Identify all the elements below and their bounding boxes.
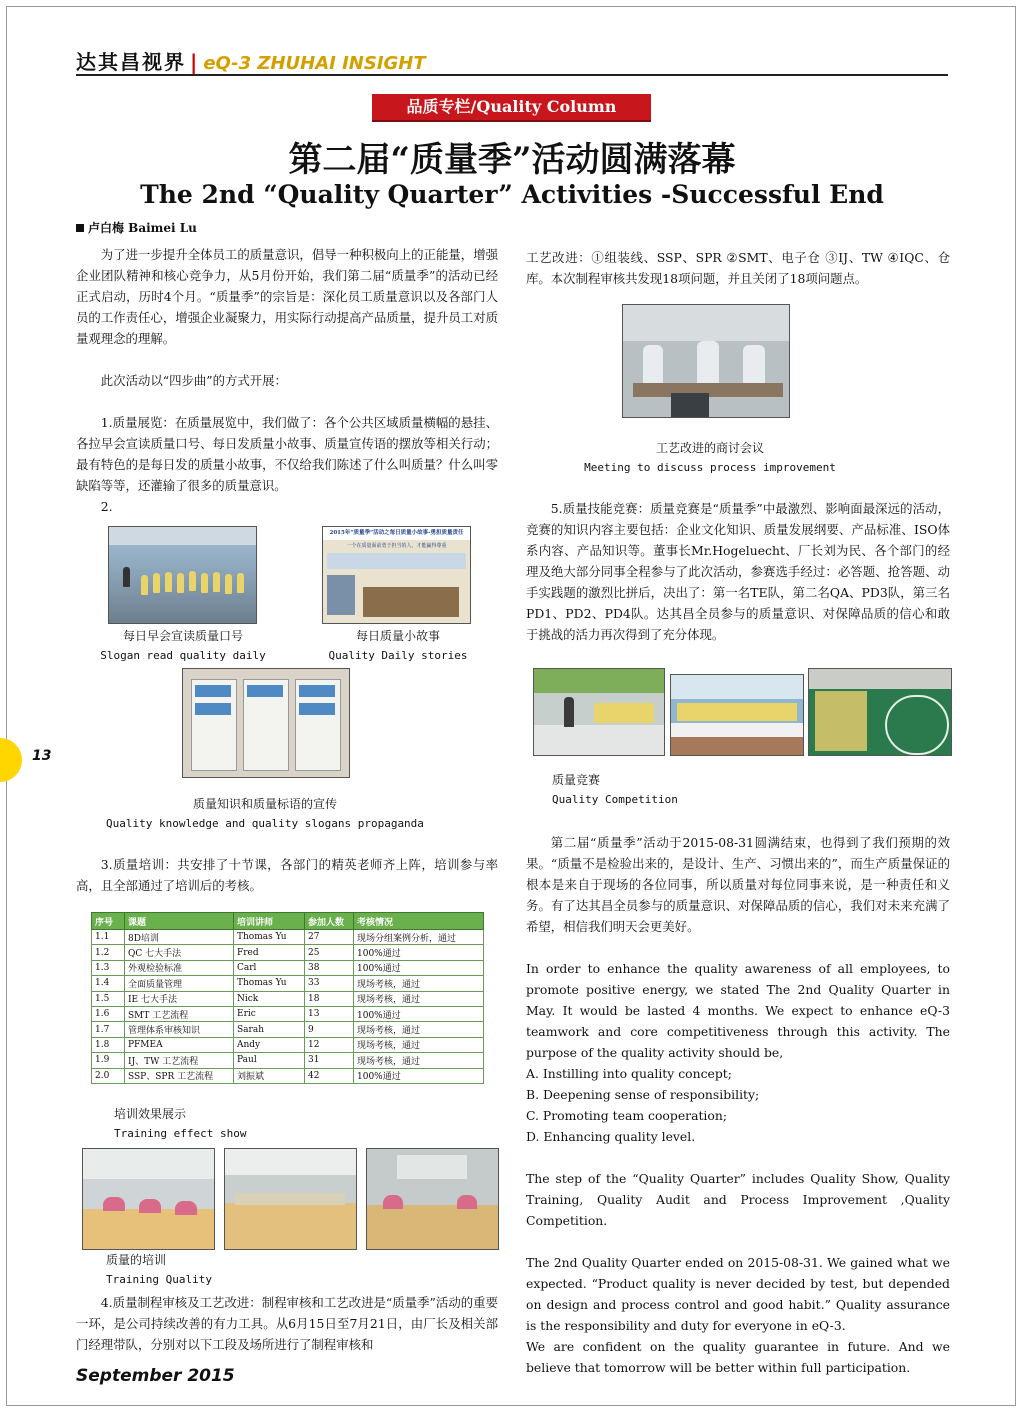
poster-title: 2015年“质量季”活动之每日质量小故事-勇担质量责任 bbox=[323, 527, 470, 540]
photo-training-3 bbox=[366, 1148, 499, 1250]
table-row bbox=[92, 991, 484, 1006]
table-cell: 外观检验标准 bbox=[125, 960, 234, 975]
footer-date: September 2015 bbox=[76, 1366, 235, 1386]
poster-subtitle: 一个在质量面前勇于担当的人，才能赢得尊重 bbox=[346, 543, 447, 549]
table-cell: 18 bbox=[305, 991, 354, 1006]
table-cell: SSP、SPR 工艺流程 bbox=[125, 1068, 234, 1083]
right-column-conclusion bbox=[526, 832, 950, 937]
caption-daily-stories bbox=[300, 626, 496, 666]
masthead-cn: 达其昌视界 bbox=[76, 50, 186, 74]
table-cell: 现场考核，通过 bbox=[354, 1037, 484, 1052]
photo-training-2 bbox=[224, 1148, 357, 1250]
table-header-cell: 课题 bbox=[125, 913, 234, 930]
photo-process-meeting bbox=[622, 304, 790, 418]
table-header-cell: 考核情况 bbox=[354, 913, 484, 930]
table-cell: 刘振斌 bbox=[234, 1068, 305, 1083]
table-row bbox=[92, 945, 484, 960]
table-cell: Eric bbox=[234, 1006, 305, 1021]
table-cell: 1.3 bbox=[92, 960, 125, 975]
table-cell: 现场考核，通过 bbox=[354, 1053, 484, 1068]
table-header-row bbox=[92, 913, 484, 930]
table-header-cell: 序号 bbox=[92, 913, 125, 930]
table-cell: 1.1 bbox=[92, 930, 125, 945]
english-item-d: D. Enhancing quality level. bbox=[526, 1129, 696, 1144]
caption-morning-meeting bbox=[78, 626, 288, 666]
table-cell: Fred bbox=[234, 945, 305, 960]
table-cell: 31 bbox=[305, 1053, 354, 1068]
caption-en: Training Quality bbox=[106, 1273, 212, 1286]
table-cell: 全面质量管理 bbox=[125, 976, 234, 991]
photo-quality-boards bbox=[182, 668, 350, 778]
caption-cn: 质量竞赛 bbox=[552, 773, 601, 787]
masthead bbox=[76, 46, 426, 75]
table-cell: 33 bbox=[305, 976, 354, 991]
caption-cn: 工艺改进的商讨会议 bbox=[655, 441, 764, 455]
english-item-b: B. Deepening sense of responsibility; bbox=[526, 1087, 760, 1102]
table-cell: 现场考核，通过 bbox=[354, 991, 484, 1006]
photo-competition-1 bbox=[533, 668, 665, 756]
table-cell: 12 bbox=[305, 1037, 354, 1052]
english-paragraph-3: The 2nd Quality Quarter ended on 2015-08-31. We gained what we expected. “Product quality is never decided by test, but depended on design and process control and good habit.” Quality assurance is the responsibility and duty for everyone in eQ-3. bbox=[526, 1255, 950, 1333]
caption-en: Quality Daily stories bbox=[328, 649, 468, 662]
right-column-english bbox=[526, 958, 950, 1378]
table-cell: Sarah bbox=[234, 1022, 305, 1037]
table-cell: Thomas Yu bbox=[234, 930, 305, 945]
table-row bbox=[92, 960, 484, 975]
left-column-training bbox=[76, 854, 498, 896]
table-row bbox=[92, 1022, 484, 1037]
left-paragraph-3b: 2. bbox=[100, 499, 113, 514]
caption-cn: 质量的培训 bbox=[106, 1253, 167, 1267]
caption-en: Slogan read quality daily bbox=[100, 649, 266, 662]
caption-en: Quality Competition bbox=[552, 793, 678, 806]
masthead-separator: | bbox=[190, 50, 200, 74]
right-column-top bbox=[526, 247, 950, 289]
table-cell: 管理体系审核知识 bbox=[125, 1022, 234, 1037]
byline-text: 卢白梅 Baimei Lu bbox=[88, 221, 197, 235]
photo-competition-2 bbox=[670, 674, 804, 756]
table-cell: 1.9 bbox=[92, 1053, 125, 1068]
title-en: The 2nd “Quality Quarter” Activities -Successful End bbox=[140, 180, 884, 209]
table-cell: 1.6 bbox=[92, 1006, 125, 1021]
table-header-cell: 培训讲师 bbox=[234, 913, 305, 930]
table-cell: Carl bbox=[234, 960, 305, 975]
table-cell: 1.4 bbox=[92, 976, 125, 991]
training-table bbox=[91, 912, 484, 1084]
table-cell: 25 bbox=[305, 945, 354, 960]
table-cell: Nick bbox=[234, 991, 305, 1006]
table-cell: Andy bbox=[234, 1037, 305, 1052]
english-item-a: A. Instilling into quality concept; bbox=[526, 1066, 732, 1081]
english-paragraph-4: We are confident on the quality guarantee in future. And we believe that tomorrow will be better within full participation. bbox=[526, 1339, 950, 1375]
table-cell: 100%通过 bbox=[354, 945, 484, 960]
table-row bbox=[92, 930, 484, 945]
left-column-top bbox=[76, 244, 498, 517]
table-cell: 1.2 bbox=[92, 945, 125, 960]
left-paragraph-4: 3.质量培训：共安排了十节课，各部门的精英老师齐上阵，培训参与率高，且全部通过了培训后的考核。 bbox=[76, 857, 498, 893]
right-paragraph-2: 5.质量技能竞赛：质量竞赛是“质量季”中最激烈、影响面最深远的活动，竞赛的知识内容主要包括：企业文化知识、质量发展纲要、产品标准、ISO体系内容、产品知识等。董事长Mr.Hogeluecht、厂长刘为民、各个部门的经理及绝大部分同事全程参与了此次活动，参赛选手经过：必答题、抢答题、动手实践题的激烈比拼后，决出了：第一名TE队，第二名QA、PD3队，第三名PD1、PD2、PD4队。达其昌全员参与的质量意识、对保障品质的信心和敢于挑战的活力再次得到了充分体现。 bbox=[526, 501, 950, 642]
caption-en: Quality knowledge and quality slogans propaganda bbox=[106, 817, 424, 830]
table-cell: 9 bbox=[305, 1022, 354, 1037]
masthead-rule bbox=[76, 74, 948, 76]
table-cell: 现场考核，通过 bbox=[354, 1022, 484, 1037]
table-cell: PFMEA bbox=[125, 1037, 234, 1052]
table-cell: 现场考核，通过 bbox=[354, 976, 484, 991]
left-paragraph-5: 4.质量制程审核及工艺改进：制程审核和工艺改进是“质量季”活动的重要一环，是公司持续改善的有力工具。从6月15日至7月21日，由厂长及相关部门经理带队，分别对以下工段及场所进行了制程审核和 bbox=[76, 1295, 498, 1352]
caption-competition bbox=[552, 770, 712, 810]
caption-process-meeting bbox=[560, 438, 860, 478]
left-paragraph-3: 1.质量展览：在质量展览中，我们做了：各个公共区域质量横幅的悬挂、各拉早会宣读质量口号、每日发质量小故事、质量宣传语的摆放等相关行动；最有特色的是每日发的质量小故事，不仅给我们陈述了什么叫质量？什么叫零缺陷等等，还灌输了很多的质量意识。 bbox=[76, 415, 498, 493]
title-cn: 第二届“质量季”活动圆满落幕 bbox=[288, 140, 736, 180]
table-cell: 1.7 bbox=[92, 1022, 125, 1037]
left-paragraph-2: 此次活动以“四步曲”的方式开展： bbox=[100, 373, 287, 388]
english-item-c: C. Promoting team cooperation; bbox=[526, 1108, 728, 1123]
byline-square-icon bbox=[76, 224, 84, 232]
table-cell: 27 bbox=[305, 930, 354, 945]
left-paragraph-1: 为了进一步提升全体员工的质量意识，倡导一种积极向上的正能量，增强企业团队精神和核心竞争力，从5月份开始，我们第二届“质量季”的活动已经正式启动，历时4个月。“质量季”的宗旨是：深化员工质量意识以及各部门人员的工作责任心，增强企业凝聚力，用实际行动提高产品质量，提升员工对质量观理念的理解。 bbox=[76, 247, 498, 346]
table-cell: Paul bbox=[234, 1053, 305, 1068]
caption-quality-propaganda bbox=[90, 794, 440, 834]
page-number: 13 bbox=[32, 748, 52, 764]
caption-en: Meeting to discuss process improvement bbox=[584, 461, 836, 474]
photo-competition-3 bbox=[808, 668, 952, 756]
photo-daily-story-poster bbox=[322, 526, 471, 624]
table-header-cell: 参加人数 bbox=[305, 913, 354, 930]
right-paragraph-1: 工艺改进：①组装线、SSP、SPR ②SMT、电子仓 ③IJ、TW ④IQC、仓库。本次制程审核共发现18项问题，并且关闭了18项问题点。 bbox=[526, 250, 950, 286]
table-row bbox=[92, 1006, 484, 1021]
photo-training-1 bbox=[82, 1148, 215, 1250]
table-row bbox=[92, 1053, 484, 1068]
table-cell: Thomas Yu bbox=[234, 976, 305, 991]
right-paragraph-3: 第二届“质量季”活动于2015-08-31圆满结束，也得到了我们预期的效果。“质量不是检验出来的，是设计、生产、习惯出来的”，而生产质量保证的根本是来自于现场的各位同事，所以质量对每位同事来说，是一种责任和义务。有了达其昌全员参与的质量意识、对保障品质的信心，我们对未来充满了希望，相信我们明天会更美好。 bbox=[526, 835, 950, 934]
caption-cn: 培训效果展示 bbox=[114, 1107, 187, 1121]
caption-cn: 每日质量小故事 bbox=[355, 629, 440, 643]
table-cell: 100%通过 bbox=[354, 1006, 484, 1021]
byline bbox=[76, 219, 197, 236]
table-cell: SMT 工艺流程 bbox=[125, 1006, 234, 1021]
table-cell: 2.0 bbox=[92, 1068, 125, 1083]
table-cell: 100%通过 bbox=[354, 960, 484, 975]
right-column-competition bbox=[526, 498, 950, 645]
masthead-en: eQ-3 ZHUHAI INSIGHT bbox=[203, 53, 426, 74]
column-tag: 品质专栏/Quality Column bbox=[372, 94, 651, 122]
table-cell: 13 bbox=[305, 1006, 354, 1021]
table-cell: QC 七大手法 bbox=[125, 945, 234, 960]
table-cell: 现场分组案例分析，通过 bbox=[354, 930, 484, 945]
caption-training-effect bbox=[114, 1104, 274, 1144]
table-cell: 1.8 bbox=[92, 1037, 125, 1052]
table-row bbox=[92, 1037, 484, 1052]
table-cell: 8D培训 bbox=[125, 930, 234, 945]
table-cell: 42 bbox=[305, 1068, 354, 1083]
table-cell: 38 bbox=[305, 960, 354, 975]
caption-training-quality bbox=[106, 1250, 266, 1290]
table-cell: 100%通过 bbox=[354, 1068, 484, 1083]
table-cell: IJ、TW 工艺流程 bbox=[125, 1053, 234, 1068]
table-row bbox=[92, 976, 484, 991]
english-paragraph-1: In order to enhance the quality awareness of all employees, to promote positive energy, we stated The 2nd Quality Quarter in May. It would be lasted 4 months. We expect to enhance eQ-3 teamwork and core competitiveness through this activity. The purpose of the quality activity should be, bbox=[526, 961, 950, 1060]
table-cell: 1.5 bbox=[92, 991, 125, 1006]
caption-cn: 质量知识和质量标语的宣传 bbox=[192, 797, 337, 811]
caption-en: Training effect show bbox=[114, 1127, 247, 1140]
caption-cn: 每日早会宣读质量口号 bbox=[122, 629, 243, 643]
table-row bbox=[92, 1068, 484, 1083]
table-cell: IE 七大手法 bbox=[125, 991, 234, 1006]
left-column-audit bbox=[76, 1292, 498, 1355]
english-paragraph-2: The step of the “Quality Quarter” includes Quality Show, Quality Training, Quality Audit and Process Improvement ,Quality Competition. bbox=[526, 1171, 950, 1228]
photo-morning-meeting bbox=[108, 526, 257, 624]
